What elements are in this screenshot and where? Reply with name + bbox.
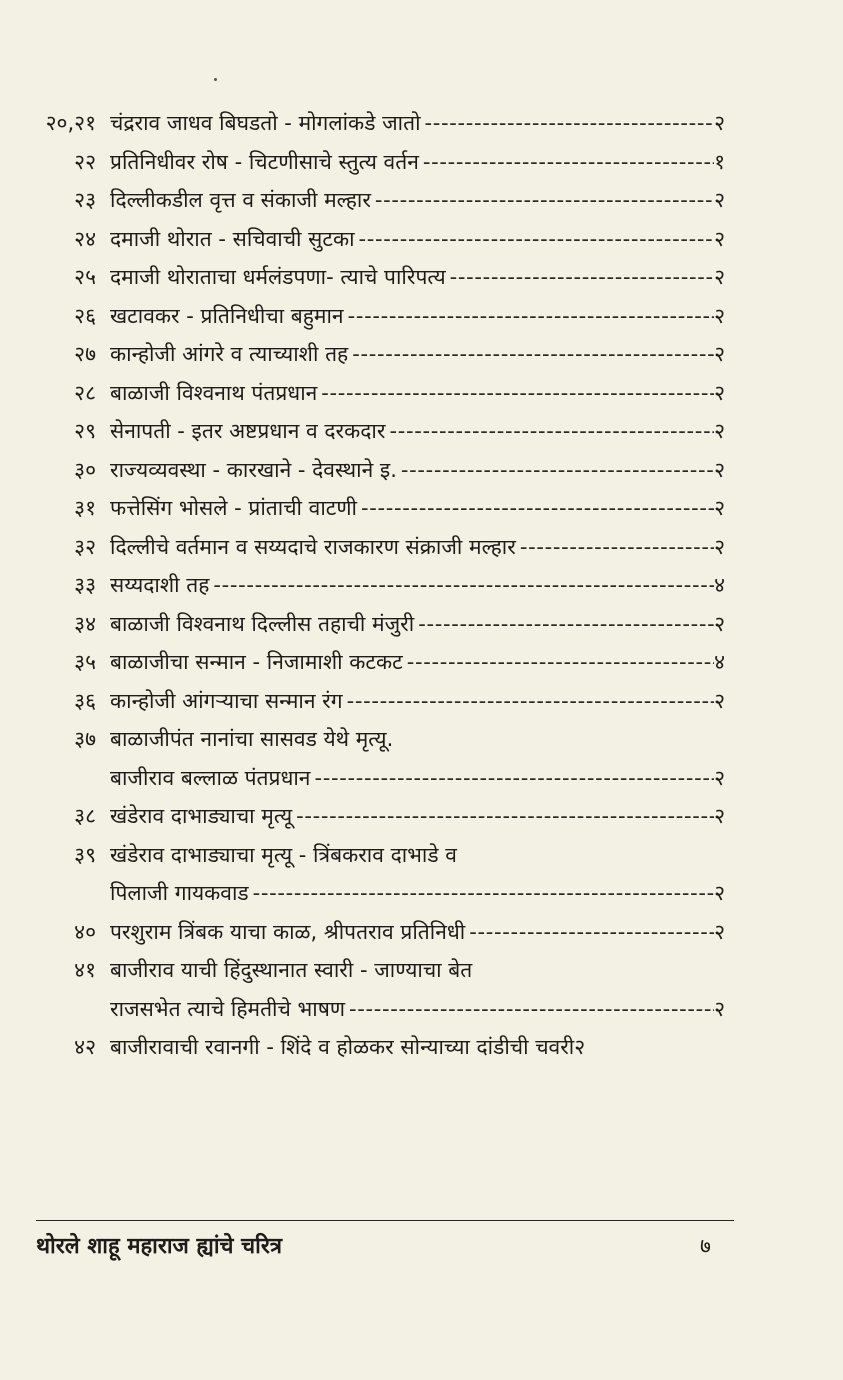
- dot-leader: [345, 990, 714, 1029]
- chapter-number: २७: [74, 342, 96, 366]
- chapter-number: ३१: [74, 496, 96, 520]
- dot-leader: [357, 489, 714, 528]
- page-number: २: [574, 1035, 586, 1059]
- chapter-title: दिल्लीकडील वृत्त व संकाजी मल्हार: [110, 188, 371, 212]
- entry-line: [110, 297, 725, 336]
- toc-entry: [0, 489, 843, 528]
- page-number: २: [714, 611, 725, 636]
- chapter-title: दमाजी थोरात - सचिवाची सुटका: [110, 226, 355, 251]
- page-number: २: [714, 419, 725, 443]
- dot-leader: [446, 258, 714, 297]
- page-number: २: [714, 688, 725, 713]
- entry-line: [110, 143, 725, 182]
- chapter-title: राज्यव्यवस्था - कारखाने - देवस्थाने इ.: [110, 457, 397, 482]
- toc-entry: [0, 682, 843, 721]
- chapter-number: ३६: [74, 688, 96, 713]
- page-number: २: [714, 534, 725, 559]
- chapter-title: खंडेराव दाभाड्याचा मृत्यू: [110, 804, 293, 828]
- toc-entry: [0, 643, 843, 682]
- chapter-title: बाजीराव याची हिंदुस्थानात स्वारी - जाण्याचा बेत: [110, 958, 473, 982]
- chapter-title: सेनापती - इतर अष्टप्रधान व दरकदार: [110, 419, 386, 443]
- chapter-title: बाजीरावाची रवानगी - शिंदे व होळकर सोन्याच्या दांडीची चवरी: [110, 1035, 575, 1059]
- page-number: २: [714, 303, 725, 328]
- page-number: २: [714, 342, 725, 366]
- dot-leader: [414, 605, 714, 644]
- chapter-title: राजसभेत त्याचे हिमतीचे भाषण: [110, 996, 346, 1021]
- dot-leader: [249, 874, 714, 913]
- entry-line: [110, 181, 725, 220]
- chapter-number: ३०: [74, 457, 96, 482]
- chapter-title: कान्होजी आंगऱ्याचा सन्मान रंग: [110, 688, 343, 713]
- chapter-number: ४०: [74, 919, 96, 944]
- page-number: २: [714, 380, 725, 405]
- chapter-title: फत्तेसिंग भोसले - प्रांताची वाटणी: [110, 496, 357, 520]
- chapter-title: खंडेराव दाभाड्याचा मृत्यू - त्रिंबकराव दाभाडे व: [110, 842, 457, 867]
- chapter-title: खटावकर - प्रतिनिधीचा बहुमान: [110, 303, 344, 328]
- toc-entry: [0, 451, 843, 490]
- entry-line: [110, 759, 725, 798]
- entry-line: [110, 335, 725, 374]
- page-number: ४: [714, 573, 725, 597]
- chapter-number: २४: [74, 226, 96, 251]
- page-number: २: [714, 919, 725, 944]
- footer-page-number: ७: [700, 1234, 711, 1258]
- chapter-number: २५: [74, 265, 96, 289]
- page-number: २: [714, 804, 725, 828]
- entry-line: [110, 412, 725, 451]
- toc-entry: [0, 181, 843, 220]
- chapter-title: बाळाजीचा सन्मान - निजामाशी कटकट: [110, 650, 403, 674]
- entry-line: [110, 605, 725, 644]
- page-number: २: [714, 457, 725, 482]
- dot-leader: [344, 297, 715, 336]
- chapter-number: ३८: [74, 804, 96, 828]
- toc-entry: [0, 720, 843, 797]
- entry-line: [110, 682, 725, 721]
- dot-leader: [310, 759, 714, 798]
- page-number: २: [714, 996, 725, 1021]
- chapter-title: दिल्लीचे वर्तमान व सय्यदाचे राजकारण संक्राजी मल्हार: [110, 534, 516, 559]
- toc-entry: [0, 374, 843, 413]
- dot-leader: [348, 335, 714, 374]
- dot-leader: [343, 682, 714, 721]
- page-number: २: [714, 226, 725, 251]
- toc-entry: [0, 797, 843, 836]
- chapter-number: ३९: [74, 842, 96, 867]
- dot-leader: [292, 797, 714, 836]
- toc-entry: [0, 836, 843, 913]
- toc-entry: [0, 528, 843, 567]
- chapter-number: ३५: [74, 650, 96, 674]
- chapter-title: बाळाजी विश्‍वनाथ दिल्लीस तहाची मंजुरी: [110, 611, 415, 636]
- page-number: ४: [714, 650, 725, 674]
- entry-line: [110, 990, 725, 1029]
- entry-line: [110, 643, 725, 682]
- table-of-contents: [0, 104, 843, 1067]
- entry-line: [110, 836, 725, 875]
- chapter-title: पिलाजी गायकवाड: [110, 881, 249, 905]
- chapter-number: २०,२१: [45, 111, 96, 135]
- dot-leader: [403, 643, 714, 682]
- chapter-number: २८: [74, 380, 96, 405]
- toc-entry: [0, 104, 843, 143]
- page-number: २: [714, 496, 725, 520]
- footer-book-title: थोरले शाहू महाराज ह्यांचे चरित्र: [36, 1234, 282, 1259]
- entry-line: [110, 874, 725, 913]
- toc-entry: [0, 220, 843, 259]
- chapter-title: बाळाजीपंत नानांचा सासवड येथे मृत्यू.: [110, 727, 394, 751]
- entry-line: [110, 258, 725, 297]
- page-number: २: [714, 265, 725, 289]
- chapter-title: दमाजी थोराताचा धर्मलंडपणा- त्याचे पारिपत्य: [110, 265, 446, 289]
- chapter-number: २२: [74, 149, 96, 174]
- chapter-number: २९: [74, 419, 96, 443]
- toc-entry: [0, 335, 843, 374]
- page-number: २: [714, 188, 725, 212]
- toc-entry: [0, 412, 843, 451]
- toc-entry: [0, 258, 843, 297]
- toc-entry: [0, 566, 843, 605]
- toc-entry: [0, 605, 843, 644]
- chapter-title: बाळाजी विश्‍वनाथ पंतप्रधान: [110, 380, 318, 405]
- page-number: २: [714, 111, 725, 135]
- entry-line: [110, 374, 725, 413]
- dot-leader: [355, 220, 715, 259]
- chapter-number: ४२: [74, 1035, 96, 1059]
- chapter-title: बाजीराव बल्लाळ पंतप्रधान: [110, 765, 311, 790]
- entry-line: [110, 220, 725, 259]
- chapter-title: सय्यदाशी तह: [110, 573, 210, 597]
- chapter-number: ३७: [74, 727, 96, 751]
- footer-rule: [36, 1220, 734, 1221]
- page-number: २: [714, 881, 725, 905]
- dot-leader: [465, 913, 714, 952]
- toc-entry: [0, 1028, 843, 1067]
- chapter-number: २६: [74, 303, 96, 328]
- entry-line: [110, 720, 725, 759]
- toc-entry: [0, 913, 843, 952]
- entry-line: [110, 104, 725, 143]
- chapter-title: प्रतिनिधीवर रोष - चिटणीसाचे स्तुत्य वर्तन: [110, 149, 419, 174]
- dot-leader: [419, 143, 714, 182]
- entry-line: [110, 451, 725, 490]
- entry-line: [110, 528, 725, 567]
- toc-entry: [0, 951, 843, 1028]
- chapter-title: चंद्रराव जाधव बिघडतो - मोगलांकडे जातो: [110, 111, 421, 135]
- entry-line: [110, 797, 725, 836]
- entry-line: [110, 489, 725, 528]
- dot-leader: [209, 566, 714, 605]
- entry-line: [110, 1028, 725, 1067]
- page-number: २: [714, 765, 725, 790]
- page-number: १: [714, 149, 725, 174]
- entry-line: [110, 913, 725, 952]
- toc-entry: [0, 143, 843, 182]
- dot-leader: [317, 374, 714, 413]
- chapter-title: कान्होजी आंगरे व त्याच्याशी तह: [110, 342, 349, 366]
- chapter-number: ४१: [74, 958, 96, 982]
- dot-leader: [397, 451, 714, 490]
- entry-line: [110, 566, 725, 605]
- dot-leader: [421, 104, 715, 143]
- dot-leader: [371, 181, 714, 220]
- chapter-title: परशुराम त्रिंबक याचा काळ, श्रीपतराव प्रतिनिधी: [110, 919, 466, 944]
- chapter-number: ३२: [74, 534, 96, 559]
- chapter-number: ३४: [74, 611, 96, 636]
- dot-leader: [385, 412, 714, 451]
- ink-speck: [214, 78, 217, 81]
- chapter-number: २३: [74, 188, 96, 212]
- entry-line: [110, 951, 725, 990]
- toc-entry: [0, 297, 843, 336]
- chapter-number: ३३: [74, 573, 96, 597]
- dot-leader: [516, 528, 714, 567]
